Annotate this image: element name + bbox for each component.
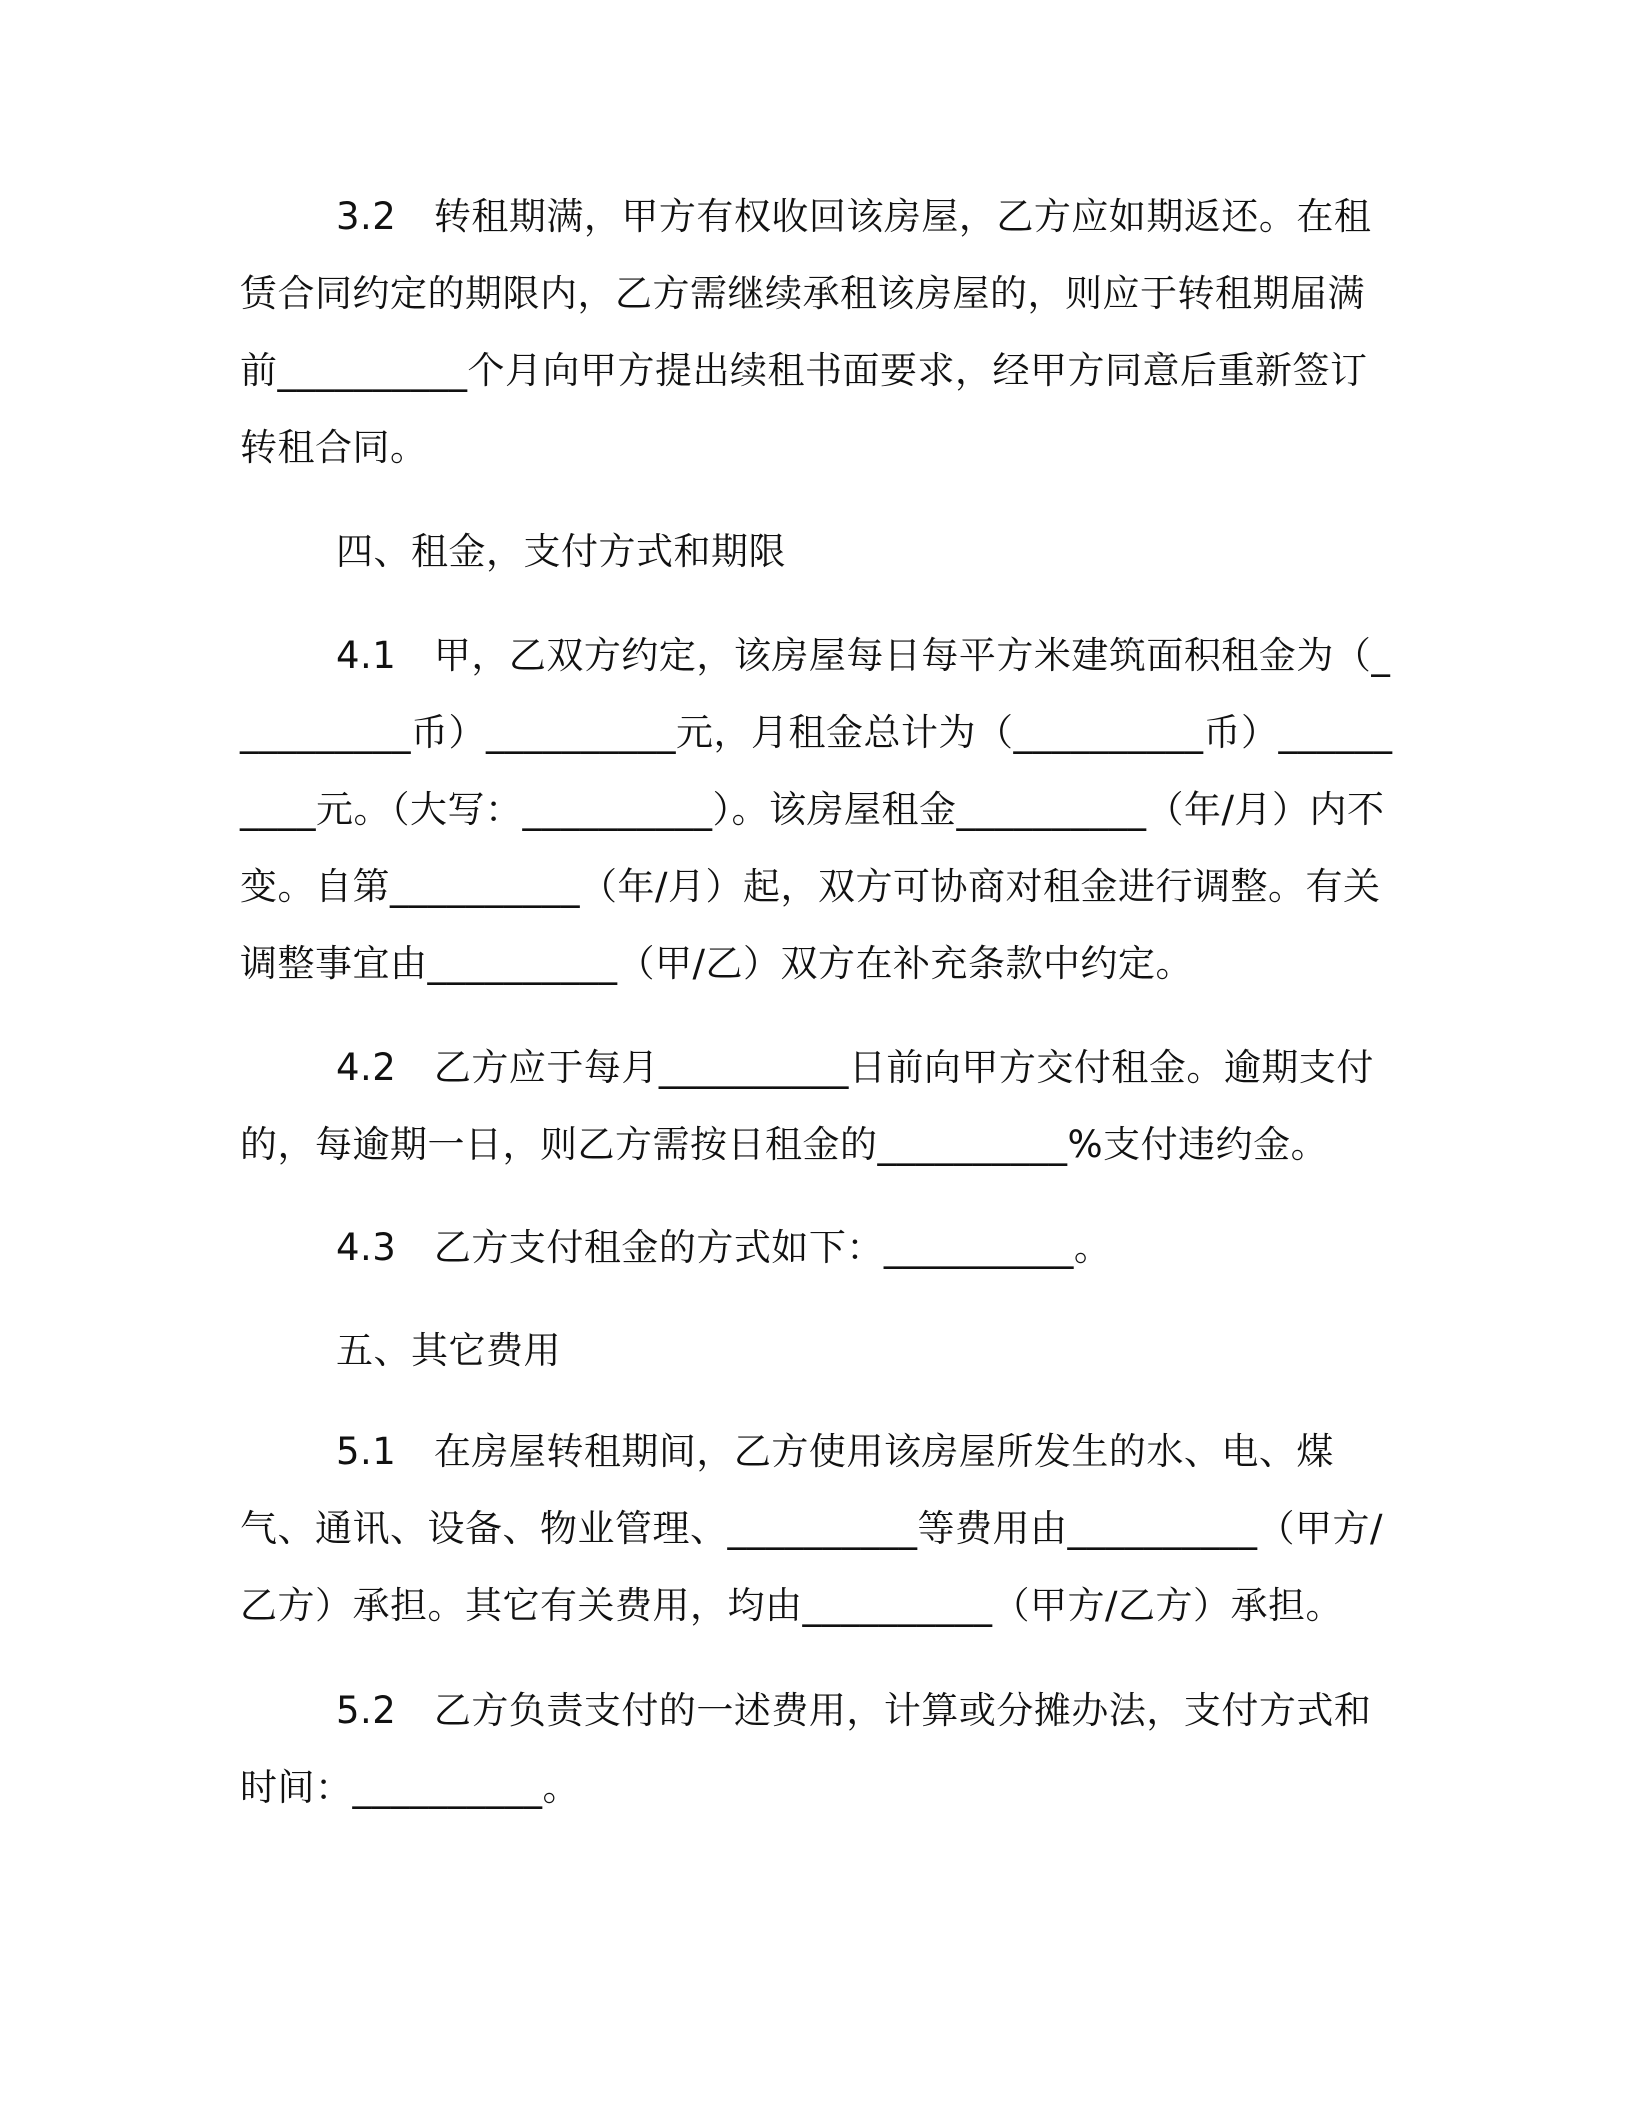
section-5-heading: 五、其它费用: [336, 1329, 561, 1372]
clause-4-1: 4.1 甲，乙双方约定，该房屋每日每平方米建筑面积租金为（__________币）__________元，月租金总计为（__________币）__________元。（大写：__________）。该房屋租金__________（年/月）内不变。自第__________（年/月）起，双方可协商对租金进行调整。有关调整事宜由__________（甲/乙）双方在补充条款中约定。: [240, 634, 1393, 985]
clause-5-2: 5.2 乙方负责支付的一述费用，计算或分摊办法，支付方式和时间：__________。: [240, 1689, 1372, 1809]
clause-3-2: 3.2 转租期满，甲方有权收回该房屋，乙方应如期返还。在租赁合同约定的期限内，乙方需继续承租该房屋的，则应于转租期届满前__________个月向甲方提出续租书面要求，经甲方同意后重新签订转租合同。: [240, 195, 1372, 469]
clause-5-1: 5.1 在房屋转租期间，乙方使用该房屋所发生的水、电、煤气、通讯、设备、物业管理、__________等费用由__________（甲方/乙方）承担。其它有关费用，均由__________（甲方/乙方）承担。: [240, 1430, 1383, 1627]
clause-4-2: 4.2 乙方应于每月__________日前向甲方交付租金。逾期支付的，每逾期一日，则乙方需按日租金的__________%支付违约金。: [240, 1046, 1374, 1166]
section-4-heading: 四、租金，支付方式和期限: [336, 530, 786, 573]
clause-4-3: 4.3 乙方支付租金的方式如下：__________。: [336, 1226, 1112, 1269]
